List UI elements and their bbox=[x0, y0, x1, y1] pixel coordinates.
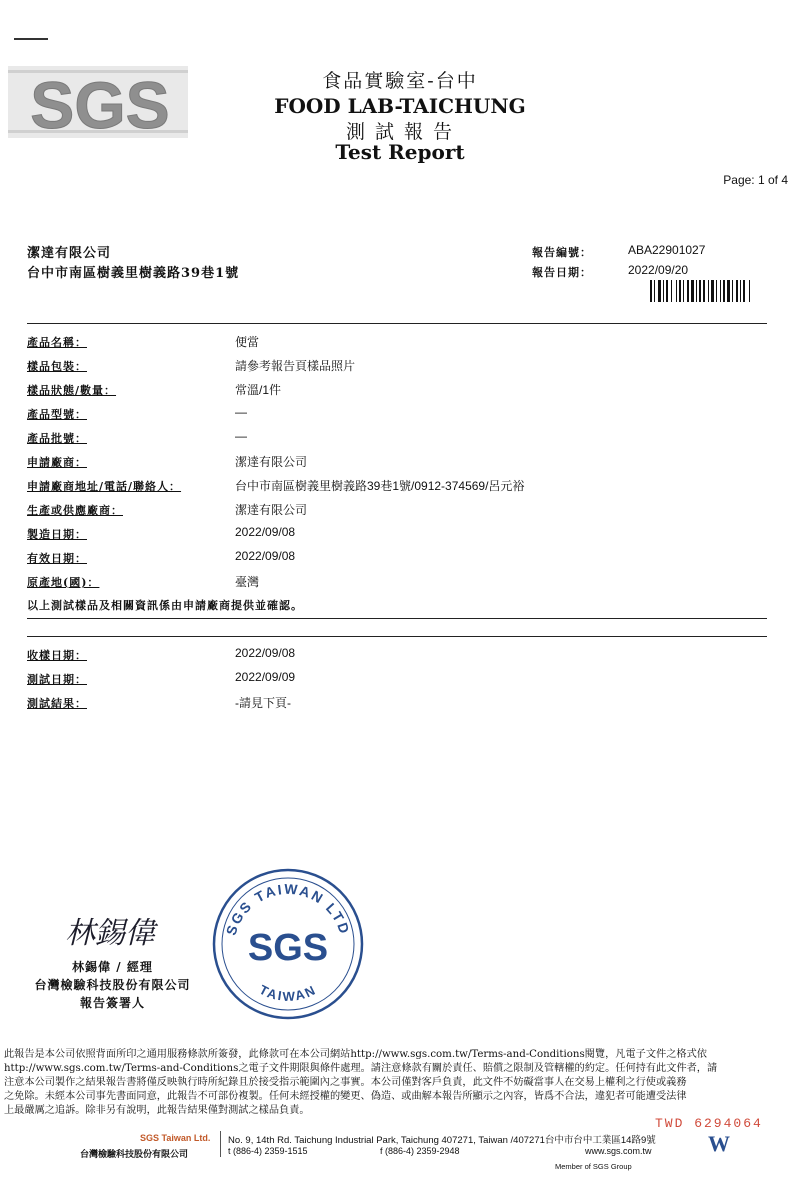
field-label-test-date: 測試日期： bbox=[27, 673, 87, 686]
client-name: 潔達有限公司 bbox=[27, 246, 112, 261]
declaration-text: 以上測試樣品及相關資訊係由申請廠商提供並確認。 bbox=[27, 599, 303, 612]
divider-middle bbox=[27, 618, 767, 619]
lab-title-chinese: 食品實驗室-台中 bbox=[322, 70, 478, 92]
top-scribble-mark bbox=[14, 38, 48, 40]
field-label-origin: 原產地(國)： bbox=[27, 576, 100, 589]
field-value-expiry-date: 2022/09/08 bbox=[235, 549, 296, 563]
page-number: Page: 1 of 4 bbox=[723, 173, 788, 187]
report-number-label: 報告編號： bbox=[532, 246, 592, 259]
sgs-logo bbox=[8, 60, 188, 144]
report-date: 2022/09/20 bbox=[628, 263, 689, 277]
field-value-product-name: 便當 bbox=[235, 335, 260, 349]
field-value-test-date: 2022/09/09 bbox=[235, 670, 296, 684]
legal-line-5: 上最嚴厲之追訴。除非另有說明，此報告結果僅對測試之樣品負責。 bbox=[4, 1105, 310, 1116]
signatory-name-title: 林錫偉 / 經理 bbox=[72, 960, 153, 974]
twd-serial-code: TWD 6294064 bbox=[655, 1116, 763, 1131]
report-date-label: 報告日期： bbox=[532, 266, 592, 279]
report-title-chinese: 測 試 報 告 bbox=[345, 121, 455, 143]
field-value-applicant: 潔達有限公司 bbox=[235, 455, 308, 469]
field-value-origin: 臺灣 bbox=[235, 575, 260, 589]
field-value-manufacturer: 潔達有限公司 bbox=[235, 503, 308, 517]
footer-phone: t (886-4) 2359-1515 bbox=[228, 1146, 308, 1156]
field-label-manufacture-date: 製造日期： bbox=[27, 528, 87, 541]
field-value-product-batch: — bbox=[235, 429, 247, 443]
field-value-product-model: — bbox=[235, 405, 247, 419]
legal-line-2: http://www.sgs.com.tw/Terms-and-Conditions之電子文件期限與條件處理。請注意條款有關於責任、賠償之限制及管轄權的約定。任何持有此文件者，請 bbox=[4, 1063, 718, 1074]
field-label-sample-state-quantity: 樣品狀態/數量： bbox=[27, 384, 117, 397]
field-value-manufacture-date: 2022/09/08 bbox=[235, 525, 296, 539]
handwritten-signature bbox=[40, 905, 180, 955]
report-title-english: Test Report bbox=[335, 140, 465, 164]
footer-company-cn: 台灣檢驗科技股份有限公司 bbox=[80, 1150, 189, 1160]
svg-text:SGS TAIWAN LTD: SGS TAIWAN LTD bbox=[222, 880, 354, 938]
field-label-product-model: 產品型號： bbox=[27, 408, 87, 421]
client-address: 台中市南區樹義里樹義路39巷1號 bbox=[27, 266, 240, 281]
lab-title-english: FOOD LAB-TAICHUNG bbox=[274, 94, 526, 118]
svg-text:林錫偉: 林錫偉 bbox=[65, 916, 155, 951]
signatory-role: 報告簽署人 bbox=[79, 996, 145, 1010]
footer-website: www.sgs.com.tw bbox=[585, 1146, 652, 1156]
footer-company-en: SGS Taiwan Ltd. bbox=[140, 1133, 211, 1143]
signatory-company: 台灣檢驗科技股份有限公司 bbox=[34, 978, 191, 992]
svg-text:SGS: SGS bbox=[247, 927, 329, 969]
divider-top bbox=[27, 323, 767, 324]
footer-divider bbox=[220, 1131, 221, 1157]
field-label-applicant: 申請廠商： bbox=[27, 456, 87, 469]
field-value-sample-state-quantity: 常溫/1件 bbox=[235, 383, 282, 397]
report-number: ABA22901027 bbox=[628, 243, 706, 257]
field-label-received-date: 收樣日期： bbox=[27, 649, 87, 662]
field-label-product-batch: 產品批號： bbox=[27, 432, 87, 445]
footer-member-text: Member of SGS Group bbox=[555, 1162, 632, 1171]
footer-fax: f (886-4) 2359-2948 bbox=[380, 1146, 460, 1156]
field-value-sample-packaging: 請參考報告頁樣品照片 bbox=[235, 359, 356, 373]
legal-line-1: 此報告是本公司依照背面所印之通用服務條款所簽發，此條款可在本公司網站http://www.sgs.com.tw/Terms-and-Conditions閱覽，凡電子文件之格式依 bbox=[4, 1049, 707, 1060]
field-label-applicant-contact: 申請廠商地址/電話/聯絡人： bbox=[27, 480, 182, 493]
w-mark-logo: W bbox=[708, 1131, 730, 1156]
legal-line-4: 之免除。未經本公司事先書面同意，此報告不可部份複製。任何未經授權的變更、偽造、或曲解本報告所顯示之內容，皆爲不合法，違犯者可能遭受法律 bbox=[4, 1091, 687, 1102]
field-label-product-name: 產品名稱： bbox=[27, 336, 87, 349]
barcode-image bbox=[650, 280, 775, 302]
field-label-manufacturer: 生產或供應廠商： bbox=[27, 504, 123, 517]
footer-address: No. 9, 14th Rd. Taichung Industrial Park, Taichung 407271, Taiwan /407271台中市台中工業區14路9號 bbox=[228, 1135, 656, 1146]
field-value-test-result: -請見下頁- bbox=[235, 696, 291, 710]
field-label-sample-packaging: 樣品包裝： bbox=[27, 360, 87, 373]
svg-text:TAIWAN: TAIWAN bbox=[256, 981, 320, 1004]
legal-line-3: 注意本公司製作之結果報告書將僅反映執行時所紀錄且於接受指示範圍內之事實。本公司僅對客戶負責，此文件不妨礙當事人在交易上權利之行使或義務 bbox=[4, 1077, 687, 1088]
field-label-expiry-date: 有效日期： bbox=[27, 552, 87, 565]
svg-text:SGS: SGS bbox=[30, 68, 170, 142]
field-value-received-date: 2022/09/08 bbox=[235, 646, 296, 660]
field-label-test-result: 測試結果： bbox=[27, 697, 87, 710]
field-value-applicant-contact: 台中市南區樹義里樹義路39巷1號/0912-374569/呂元裕 bbox=[235, 479, 525, 493]
divider-middle-2 bbox=[27, 636, 767, 637]
sgs-taiwan-stamp bbox=[208, 862, 368, 1022]
